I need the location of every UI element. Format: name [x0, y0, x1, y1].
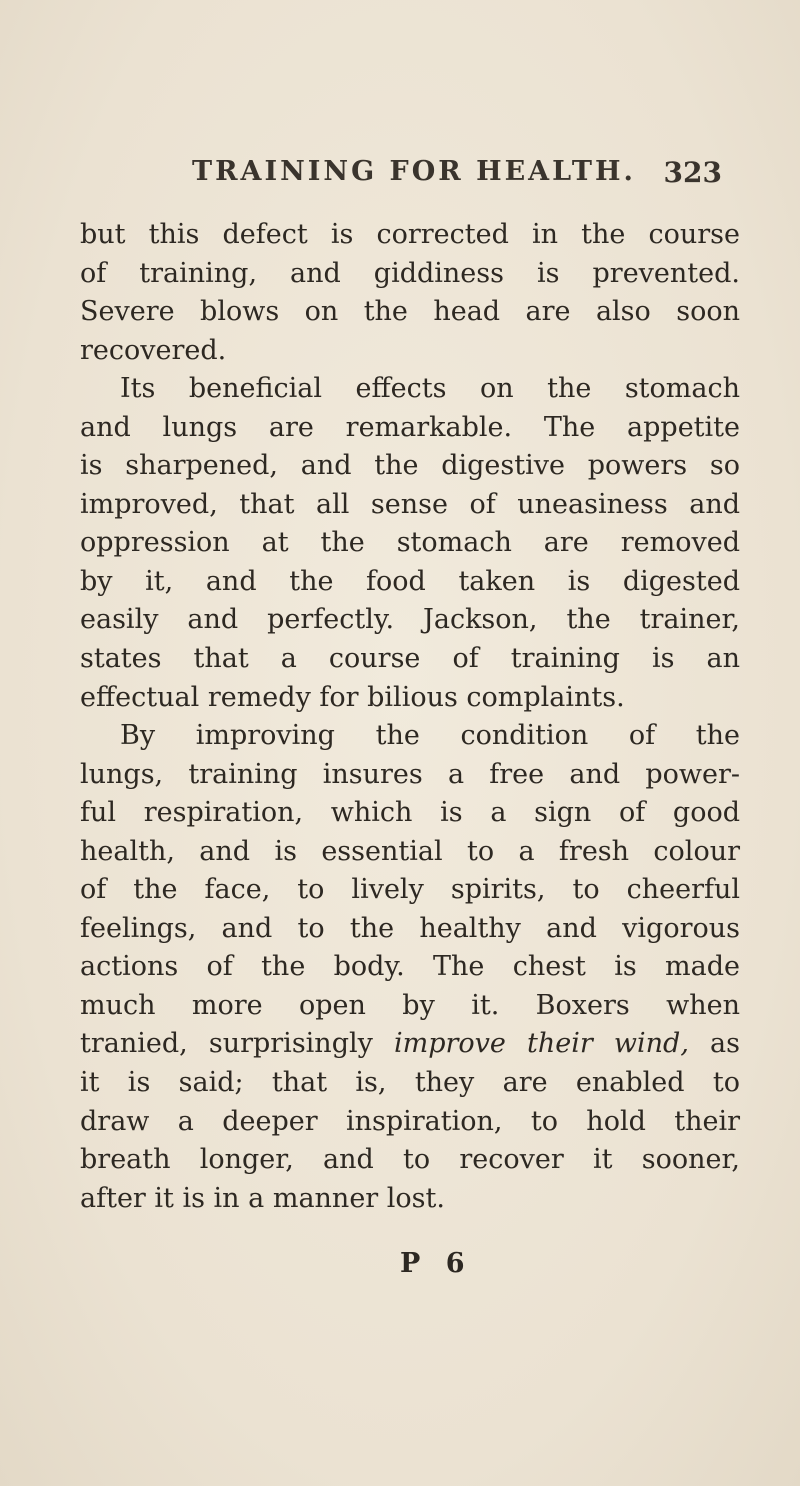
text-line: states that a course of training is an: [80, 643, 740, 675]
italic-phrase: improve their wind,: [394, 1028, 689, 1060]
text-line: and lungs are remarkable. The appetite: [80, 411, 740, 443]
text-line: after it is in a manner lost.: [80, 1182, 445, 1214]
text-line: lungs, training insures a free and power-: [80, 758, 740, 790]
text-line: draw a deeper inspiration, to hold their: [80, 1105, 740, 1137]
text-line: improved, that all sense of uneasiness and: [80, 488, 740, 520]
text-segment: tranied, surprisingly: [80, 1028, 373, 1060]
text-line: effectual remedy for bilious complaints.: [80, 681, 625, 713]
page-header: [192, 156, 722, 196]
text-line: by it, and the food taken is digested: [80, 565, 740, 597]
body-text: [80, 216, 740, 1218]
text-line: ful respiration, which is a sign of good: [80, 797, 740, 829]
text-segment: as: [710, 1028, 740, 1060]
text-line: Its beneficial effects on the stomach: [120, 373, 740, 405]
text-line-mixed: [80, 1025, 740, 1064]
text-line: much more open by it. Boxers when: [80, 989, 740, 1021]
text-line: oppression at the stomach are removed: [80, 527, 740, 559]
text-line: By improving the condition of the: [120, 720, 740, 752]
text-line: easily and perfectly. Jackson, the trainer,: [80, 604, 740, 636]
text-line: feelings, and to the healthy and vigorous: [80, 912, 740, 944]
signature-mark: P 6: [400, 1248, 473, 1279]
text-line: is sharpened, and the digestive powers so: [80, 450, 740, 482]
text-line: of the face, to lively spirits, to cheerful: [80, 874, 740, 906]
text-line: breath longer, and to recover it sooner,: [80, 1144, 740, 1176]
text-line: recovered.: [80, 334, 227, 366]
running-title: TRAINING FOR HEALTH.: [192, 156, 636, 187]
text-line: of training, and giddiness is prevented.: [80, 257, 740, 289]
text-line: but this defect is corrected in the course: [80, 219, 740, 250]
text-line: health, and is essential to a fresh colour: [80, 835, 740, 867]
text-line: actions of the body. The chest is made: [80, 951, 740, 983]
page-number: 323: [663, 156, 722, 189]
text-line: Severe blows on the head are also soon: [80, 296, 740, 328]
text-line: it is said; that is, they are enabled to: [80, 1067, 740, 1099]
